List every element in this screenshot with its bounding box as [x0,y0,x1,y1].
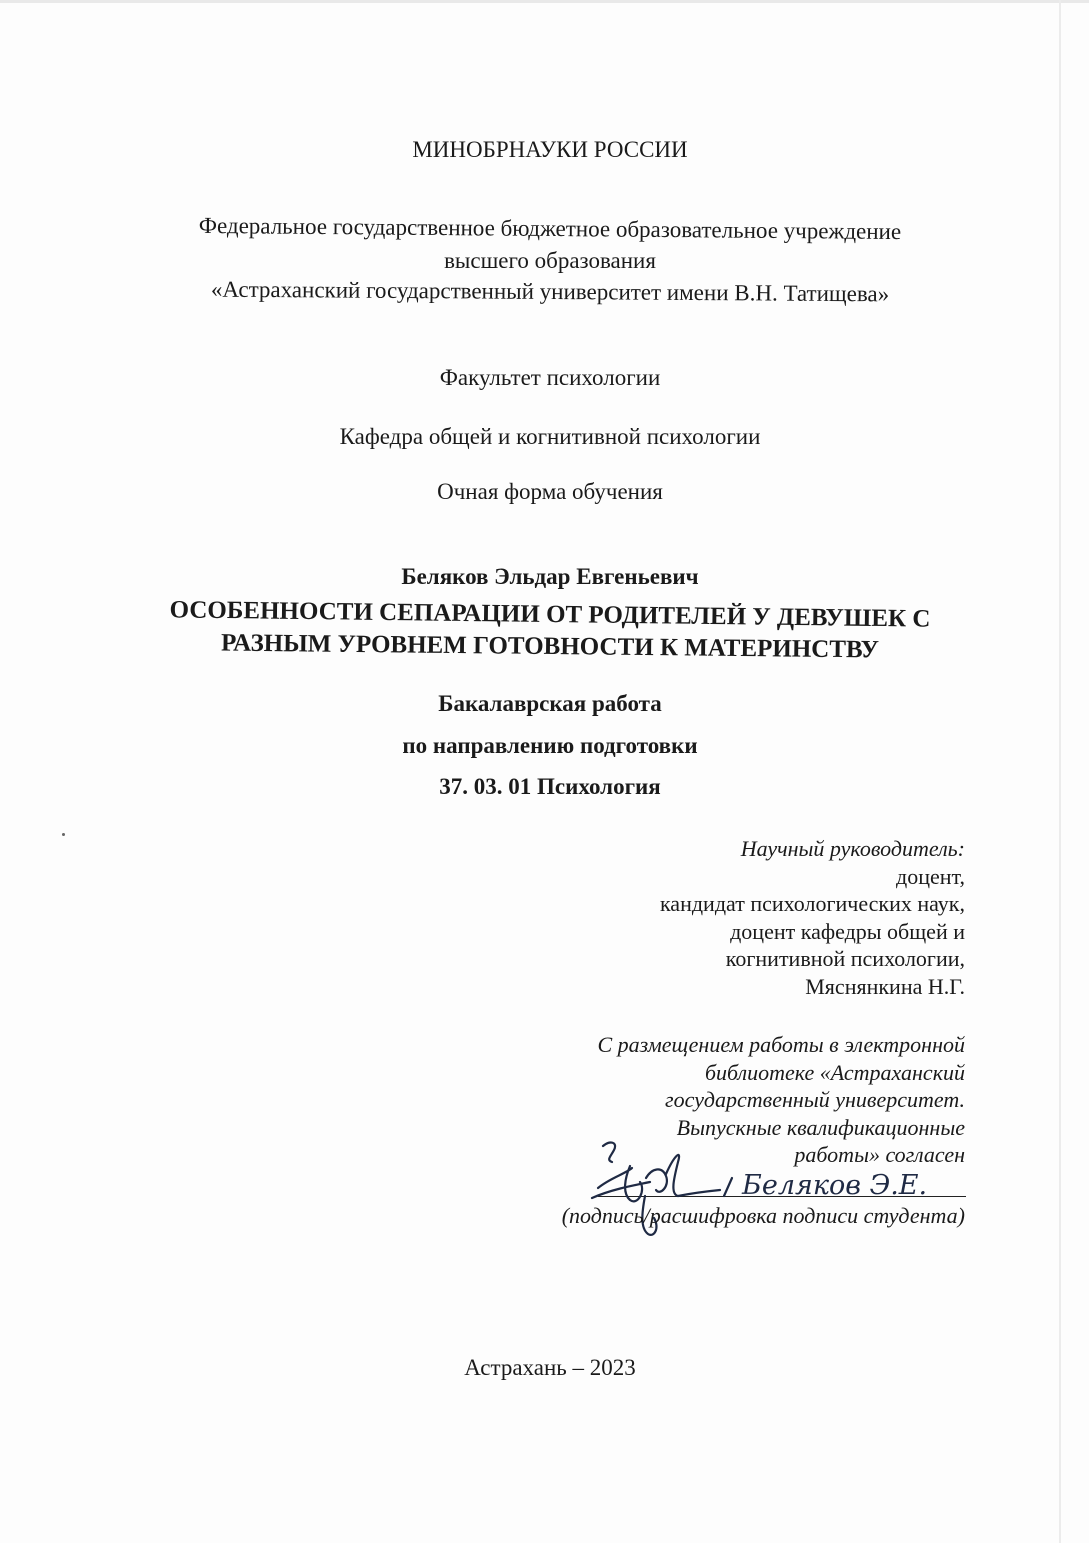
supervisor-position: доцент, [896,863,965,889]
supervisor-heading: Научный руководитель: [740,836,965,861]
city-year: Астрахань – 2023 [464,1355,636,1380]
thesis-title-line-1: ОСОБЕННОСТИ СЕПАРАЦИИ ОТ РОДИТЕЛЕЙ У ДЕВУШЕК С [169,596,931,633]
consent-line-3: государственный университет. [665,1087,965,1112]
direction-label: по направлению подготовки [402,733,698,758]
supervisor-department-1: доцент кафедры общей и [730,918,965,944]
institution-line-1: Федеральное государственное бюджетное образовательное учреждение [198,212,902,245]
scan-speck [62,833,65,836]
work-type: Бакалаврская работа [438,691,662,716]
supervisor-block [660,835,965,1000]
thesis-title-line-2: РАЗНЫМ УРОВНЕМ ГОТОВНОСТИ К МАТЕРИНСТВУ [220,629,880,664]
direction-code: 37. 03. 01 Психология [439,774,661,799]
consent-line-5: работы» согласен [794,1142,965,1167]
scan-edge-top [0,0,1089,3]
author-name: Беляков Эльдар Евгеньевич [401,564,699,589]
faculty: Факультет психологии [439,365,661,390]
consent-line-1: С размещением работы в электронной [597,1032,965,1057]
institution-line-3: «Астраханский государственный университет имени В.Н. Татищева» [210,276,890,307]
consent-line-4: Выпускные квалификационные [676,1114,965,1140]
consent-line-2: библиотеке «Астраханский [704,1059,965,1085]
signature-decoding: Беляков Э.Е. [742,1170,928,1201]
study-form: Очная форма обучения [437,479,663,504]
department: Кафедра общей и когнитивной психологии [339,424,761,449]
ministry-header: МИНОБРНАУКИ РОССИИ [412,137,688,162]
signature-caption: (подпись/расшифровка подписи студента) [561,1203,965,1228]
supervisor-name: Мяснянкина Н.Г. [805,973,965,999]
institution-line-2: высшего образования [444,248,656,273]
supervisor-department-2: когнитивной психологии, [725,946,965,971]
supervisor-degree: кандидат психологических наук, [659,891,965,916]
